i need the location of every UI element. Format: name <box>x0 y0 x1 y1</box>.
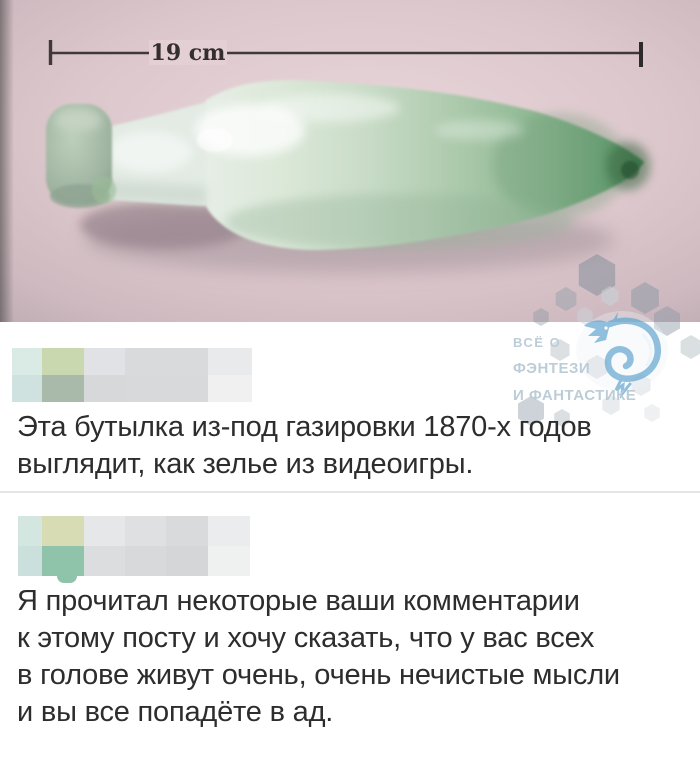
blurred-pixel-cell <box>42 546 84 576</box>
scale-label: 19 cm <box>150 40 226 66</box>
bottle-photo-svg <box>0 0 700 322</box>
blurred-pixel-cell <box>125 516 166 546</box>
blurred-pixel-cell <box>208 348 252 375</box>
blurred-pixel-cell <box>84 546 125 576</box>
post2-text-line-1: Я прочитал некоторые ваши комментарии <box>17 585 580 617</box>
blurred-pixel-cell <box>84 375 125 402</box>
watermark-line-3: И ФАНТАСТИКЕ <box>513 387 637 404</box>
blurred-pixel-cell <box>125 546 166 576</box>
post2-text-line-4: и вы все попадёте в ад. <box>17 696 334 728</box>
post2-blurred-author <box>18 516 250 576</box>
post-divider <box>0 491 700 493</box>
watermark-text <box>513 335 636 404</box>
post1-text-line-2: выглядит, как зелье из видеоигры. <box>17 448 474 480</box>
post2-text-line-2: к этому посту и хочу сказать, что у вас всех <box>17 622 595 654</box>
blurred-pixel-cell <box>125 375 208 402</box>
photo-left-edge-shadow <box>0 0 14 322</box>
blurred-pixel-cell <box>42 516 84 546</box>
blurred-pixel-cell <box>208 375 252 402</box>
blurred-pixel-cell <box>166 516 208 546</box>
post1-blurred-author <box>12 348 252 402</box>
blurred-pixel-cell <box>84 516 125 546</box>
blurred-pixel-cell <box>12 348 42 375</box>
blurred-pixel-cell <box>12 375 42 402</box>
blurred-pixel-cell <box>18 516 42 546</box>
post2-text <box>17 583 620 731</box>
dragon-icon <box>576 311 668 394</box>
post2-avatar-bump <box>57 576 77 583</box>
neck-highlight <box>108 132 192 172</box>
blurred-pixel-cell <box>42 375 84 402</box>
bottle-bottom-shade <box>225 194 575 250</box>
blurred-pixel-cell <box>208 546 250 576</box>
bottle-photo <box>0 0 700 322</box>
blurred-pixel-cell <box>166 546 208 576</box>
blurred-pixel-cell <box>84 348 125 375</box>
bottle-cap <box>46 104 116 208</box>
watermark-line-1: ВСЁ О <box>513 335 562 350</box>
post1-text-line-1: Эта бутылка из-под газировки 1870-х годов <box>17 411 592 443</box>
blurred-pixel-cell <box>42 348 84 375</box>
watermark-line-2: ФЭНТЕЗИ <box>513 360 591 377</box>
bottle-tip-spot <box>621 161 639 179</box>
post1-text <box>17 409 592 483</box>
blurred-pixel-cell <box>208 516 250 546</box>
blurred-pixel-cell <box>125 348 208 375</box>
blurred-pixel-cell <box>18 546 42 576</box>
post2-text-line-3: в голове живут очень, очень нечистые мысли <box>17 659 620 691</box>
